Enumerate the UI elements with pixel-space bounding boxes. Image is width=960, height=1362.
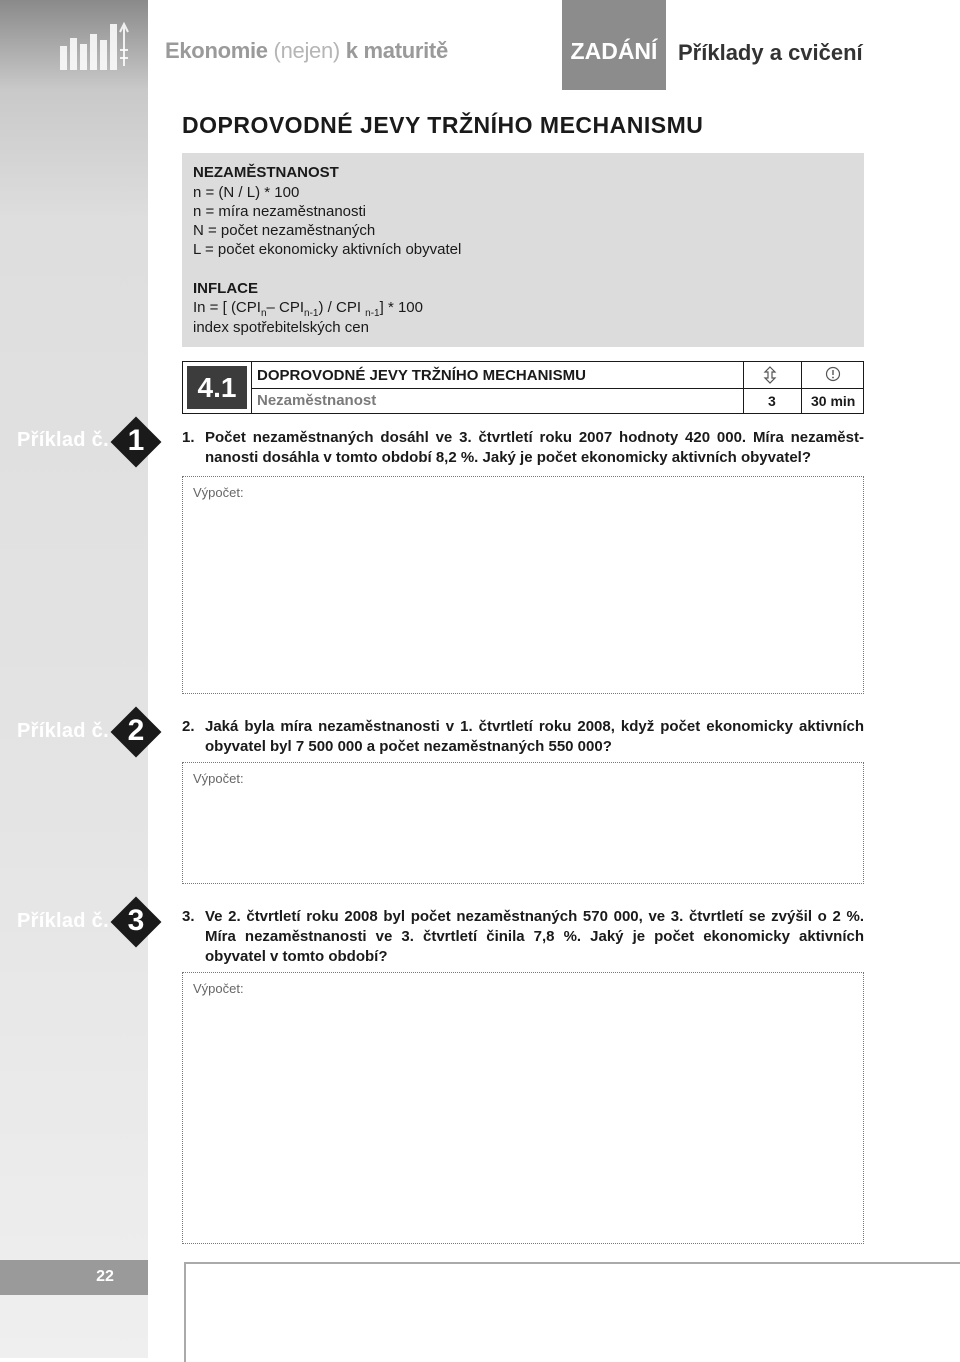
formula-part: In = [ (CPI bbox=[193, 299, 261, 316]
example-label-2: Příklad č. bbox=[17, 720, 109, 742]
page-number-block bbox=[0, 1260, 148, 1295]
formula-line: n = míra nezaměstnanosti bbox=[193, 203, 367, 220]
answer-box-2[interactable] bbox=[182, 762, 864, 884]
formula-box bbox=[182, 153, 864, 347]
task-time: 30 min bbox=[811, 393, 856, 409]
question-1 bbox=[182, 428, 864, 468]
task-header bbox=[182, 361, 864, 414]
formula-line: L = počet ekonomicky aktivních obyvatel bbox=[193, 241, 462, 258]
formula-subscript: n bbox=[260, 308, 267, 319]
divider bbox=[743, 362, 744, 413]
badge-number: 1 bbox=[127, 424, 145, 457]
divider bbox=[251, 388, 863, 389]
question-number: 1. bbox=[182, 429, 195, 446]
badge-number: 2 bbox=[127, 714, 145, 747]
logo-icon bbox=[58, 16, 138, 72]
task-title: DOPROVODNÉ JEVY TRŽNÍHO MECHANISMU bbox=[257, 367, 586, 384]
formula-subscript: n-1 bbox=[365, 308, 380, 319]
example-label-1: Příklad č. bbox=[17, 429, 109, 451]
question-3 bbox=[182, 907, 864, 967]
formula-line: n = (N / L) * 100 bbox=[193, 184, 300, 201]
answer-label: Výpočet: bbox=[193, 981, 244, 996]
question-text: Počet nezaměstnaných dosáhl ve 3. čtvrtletí roku 2007 hodnoty 420 000. Míra nezaměstnanosti dosáhla v tomto období 8,2 %. Jaký je počet ekonomicky aktivních obyvatel? bbox=[205, 429, 864, 466]
footer-frame bbox=[184, 1262, 960, 1362]
example-badge-3 bbox=[110, 896, 162, 948]
clock-icon bbox=[825, 366, 841, 382]
example-badge-2 bbox=[110, 706, 162, 758]
answer-box-3[interactable] bbox=[182, 972, 864, 1244]
page-title: DOPROVODNÉ JEVY TRŽNÍHO MECHANISMU bbox=[182, 112, 704, 138]
unemployment-title: NEZAMĚSTNANOST bbox=[193, 164, 339, 181]
brand-part-1: Ekonomie bbox=[165, 38, 268, 63]
section-title: Příklady a cvičení bbox=[678, 40, 863, 65]
question-text: Ve 2. čtvrtletí roku 2008 byl počet nezaměstnaných 570 000, ve 3. čtvrtletí se zvýšil o 2 %. Míra nezaměstnanosti ve 3. čtvrtletí činila 7,8 %. Jaký je počet ekonomicky aktivních obyvatel v tomto období? bbox=[205, 908, 864, 965]
task-difficulty: 3 bbox=[768, 393, 776, 409]
task-subtitle: Nezaměstnanost bbox=[257, 392, 377, 409]
zadani-tab-label: ZADÁNÍ bbox=[570, 38, 658, 64]
formula-part: ] * 100 bbox=[379, 299, 423, 316]
answer-box-1[interactable] bbox=[182, 476, 864, 694]
task-number: 4.1 bbox=[187, 366, 247, 409]
badge-number: 3 bbox=[127, 904, 145, 937]
left-sidebar bbox=[0, 0, 148, 1358]
inflation-title: INFLACE bbox=[193, 280, 258, 297]
formula-subscript: n-1 bbox=[304, 308, 319, 319]
brand-part-2: (nejen) bbox=[273, 38, 340, 63]
formula-part: – CPI bbox=[266, 299, 305, 316]
formula-part: ) / CPI bbox=[318, 299, 366, 316]
question-text: Jaká byla míra nezaměstnanosti v 1. čtvrtletí roku 2008, když počet ekonomicky aktivních obyvatel byl 7 500 000 a počet nezaměstnaných 550 000? bbox=[205, 718, 864, 755]
question-2 bbox=[182, 717, 864, 757]
difficulty-icon bbox=[763, 366, 777, 384]
inflation-description: index spotřebitelských cen bbox=[193, 319, 369, 336]
inflation-formula bbox=[193, 299, 423, 319]
question-number: 3. bbox=[182, 908, 195, 925]
answer-label: Výpočet: bbox=[193, 485, 244, 500]
question-number: 2. bbox=[182, 718, 195, 735]
brand-part-3: k maturitě bbox=[345, 38, 448, 63]
answer-label: Výpočet: bbox=[193, 771, 244, 786]
brand-title bbox=[165, 38, 448, 64]
divider bbox=[801, 362, 802, 413]
zadani-tab bbox=[562, 0, 666, 90]
example-label-3: Příklad č. bbox=[17, 910, 109, 932]
formula-line: N = počet nezaměstnaných bbox=[193, 222, 376, 239]
page-number: 22 bbox=[96, 1268, 114, 1285]
example-badge-1 bbox=[110, 416, 162, 468]
